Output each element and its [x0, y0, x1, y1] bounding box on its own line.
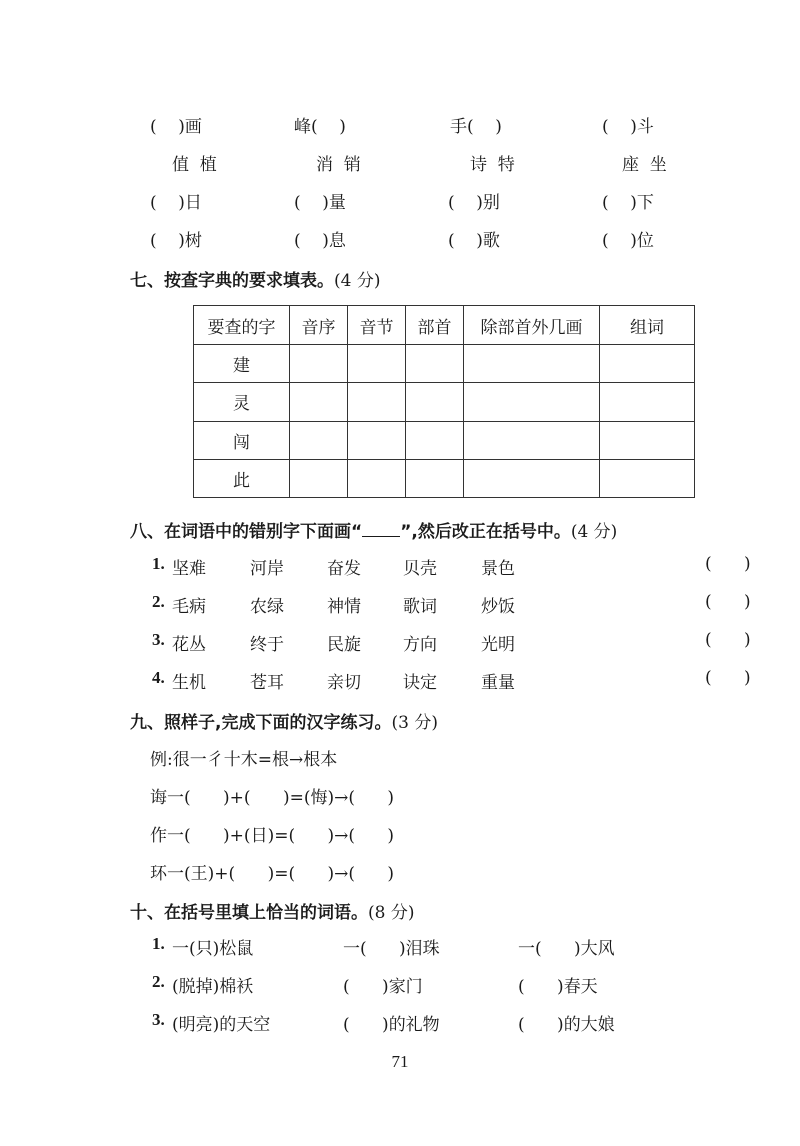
section8-title [130, 517, 617, 542]
lookup-char: 建 [194, 345, 290, 383]
word: 亲切 [327, 673, 361, 693]
col-header: 音节 [348, 306, 406, 345]
word: 民旋 [327, 635, 361, 655]
fill-item: ( )歌 [448, 231, 500, 251]
table-row [194, 383, 695, 421]
blank-cell[interactable] [600, 383, 695, 421]
char-pair: 诗 特 [470, 155, 515, 175]
blank-cell[interactable] [290, 459, 348, 497]
section8-title-part2: ”,然后改正在括号中。 [400, 522, 571, 542]
word: 奋发 [327, 559, 361, 579]
blank-cell[interactable] [348, 421, 406, 459]
phrase: (明亮)的天空 [172, 1015, 271, 1035]
section7-points: (4 分) [334, 271, 381, 291]
blank-cell[interactable] [290, 383, 348, 421]
word: 贝壳 [403, 559, 437, 579]
fill-item: ( )息 [294, 231, 346, 251]
blank-cell[interactable] [600, 421, 695, 459]
section8-points: (4 分) [570, 522, 618, 542]
blank-cell[interactable] [290, 421, 348, 459]
word: 毛病 [172, 597, 206, 617]
blank-cell[interactable] [464, 345, 600, 383]
item-number: 2. [152, 592, 165, 611]
blank-cell[interactable] [406, 459, 464, 497]
section9-points: (3 分) [391, 713, 438, 733]
fill-item: 峰( ) [294, 117, 346, 137]
section10-item-2 [0, 972, 800, 1002]
fill-item: ( )树 [150, 231, 202, 251]
item-number: 1. [152, 934, 165, 953]
answer-bracket: ( ) [705, 592, 751, 612]
lookup-char: 此 [194, 459, 290, 497]
section6-row-4 [0, 226, 800, 256]
phrase: 一(只)松鼠 [172, 939, 254, 959]
section6-row-1 [0, 112, 800, 142]
section6-row-2 [0, 150, 800, 180]
word: 河岸 [250, 559, 284, 579]
fill-item: ( )别 [448, 193, 500, 213]
underline-mark [362, 522, 400, 537]
section10-item-1 [0, 934, 800, 964]
table-row [194, 459, 695, 497]
fill-item: ( )位 [602, 231, 654, 251]
answer-bracket: ( ) [705, 554, 751, 574]
blank-cell[interactable] [348, 459, 406, 497]
dictionary-table [193, 305, 695, 498]
col-header: 除部首外几画 [464, 306, 600, 345]
fill-item: ( )斗 [602, 117, 654, 137]
section9-line-1: 诲一( )+( )=(悔)→( ) [150, 788, 395, 808]
fill-item: ( )下 [602, 193, 654, 213]
section9-example: 例:很一彳十木=根→根本 [150, 750, 338, 770]
section8-item-3 [0, 630, 800, 660]
blank-cell[interactable] [406, 345, 464, 383]
blank-cell[interactable] [464, 383, 600, 421]
word: 农绿 [250, 597, 284, 617]
word: 诀定 [403, 673, 437, 693]
col-header: 要查的字 [194, 306, 290, 345]
section8-title-part1: 八、在词语中的错别字下面画“ [130, 522, 363, 542]
item-number: 3. [152, 630, 165, 649]
word: 光明 [481, 635, 515, 655]
col-header: 音序 [290, 306, 348, 345]
blank-cell[interactable] [464, 459, 600, 497]
word: 生机 [172, 673, 206, 693]
item-number: 2. [152, 972, 165, 991]
blank-cell[interactable] [406, 421, 464, 459]
table-row [194, 421, 695, 459]
phrase: 一( )大风 [518, 939, 615, 959]
fill-item: 手( ) [450, 117, 502, 137]
section10-title-text: 十、在括号里填上恰当的词语。 [130, 903, 368, 923]
fill-item: ( )画 [150, 117, 202, 137]
blank-cell[interactable] [406, 383, 464, 421]
word: 终于 [250, 635, 284, 655]
phrase: (脱掉)棉袄 [172, 977, 254, 997]
section8-item-2 [0, 592, 800, 622]
lookup-char: 灵 [194, 383, 290, 421]
section10-item-3 [0, 1010, 800, 1040]
col-header: 部首 [406, 306, 464, 345]
blank-cell[interactable] [348, 345, 406, 383]
section7-title [130, 266, 380, 291]
answer-bracket: ( ) [705, 668, 751, 688]
col-header: 组词 [600, 306, 695, 345]
blank-cell[interactable] [290, 345, 348, 383]
char-pair: 座 坐 [622, 155, 667, 175]
section9-line-2: 作一( )+(日)=( )→( ) [150, 826, 395, 846]
word: 方向 [403, 635, 437, 655]
phrase: ( )家门 [343, 977, 423, 997]
answer-bracket: ( ) [705, 630, 751, 650]
section8-item-1 [0, 554, 800, 584]
word: 坚难 [172, 559, 206, 579]
word: 神情 [327, 597, 361, 617]
blank-cell[interactable] [464, 421, 600, 459]
section9-line-3: 环一(王)+( )=( )→( ) [150, 864, 395, 884]
phrase: 一( )泪珠 [343, 939, 440, 959]
section6-row-3 [0, 188, 800, 218]
item-number: 3. [152, 1010, 165, 1029]
item-number: 4. [152, 668, 165, 687]
word: 景色 [481, 559, 515, 579]
section7-title-text: 七、按查字典的要求填表。 [130, 271, 334, 291]
word: 花丛 [172, 635, 206, 655]
phrase: ( )的礼物 [343, 1015, 440, 1035]
blank-cell[interactable] [600, 459, 695, 497]
section8-item-4 [0, 668, 800, 698]
table-row [194, 345, 695, 383]
section10-title [130, 898, 414, 923]
char-pair: 消 销 [316, 155, 361, 175]
page-number: 71 [391, 1052, 409, 1071]
section9-title-text: 九、照样子,完成下面的汉字练习。 [130, 713, 392, 733]
section10-points: (8 分) [368, 903, 415, 923]
phrase: ( )春天 [518, 977, 598, 997]
word: 重量 [481, 673, 515, 693]
lookup-char: 闯 [194, 421, 290, 459]
blank-cell[interactable] [600, 345, 695, 383]
fill-item: ( )量 [294, 193, 346, 213]
word: 苍耳 [250, 673, 284, 693]
blank-cell[interactable] [348, 383, 406, 421]
section9-title [130, 708, 438, 733]
fill-item: ( )日 [150, 193, 202, 213]
phrase: ( )的大娘 [518, 1015, 615, 1035]
item-number: 1. [152, 554, 165, 573]
word: 歌词 [403, 597, 437, 617]
char-pair: 值 植 [172, 155, 217, 175]
word: 炒饭 [481, 597, 515, 617]
table-header-row [194, 306, 695, 345]
